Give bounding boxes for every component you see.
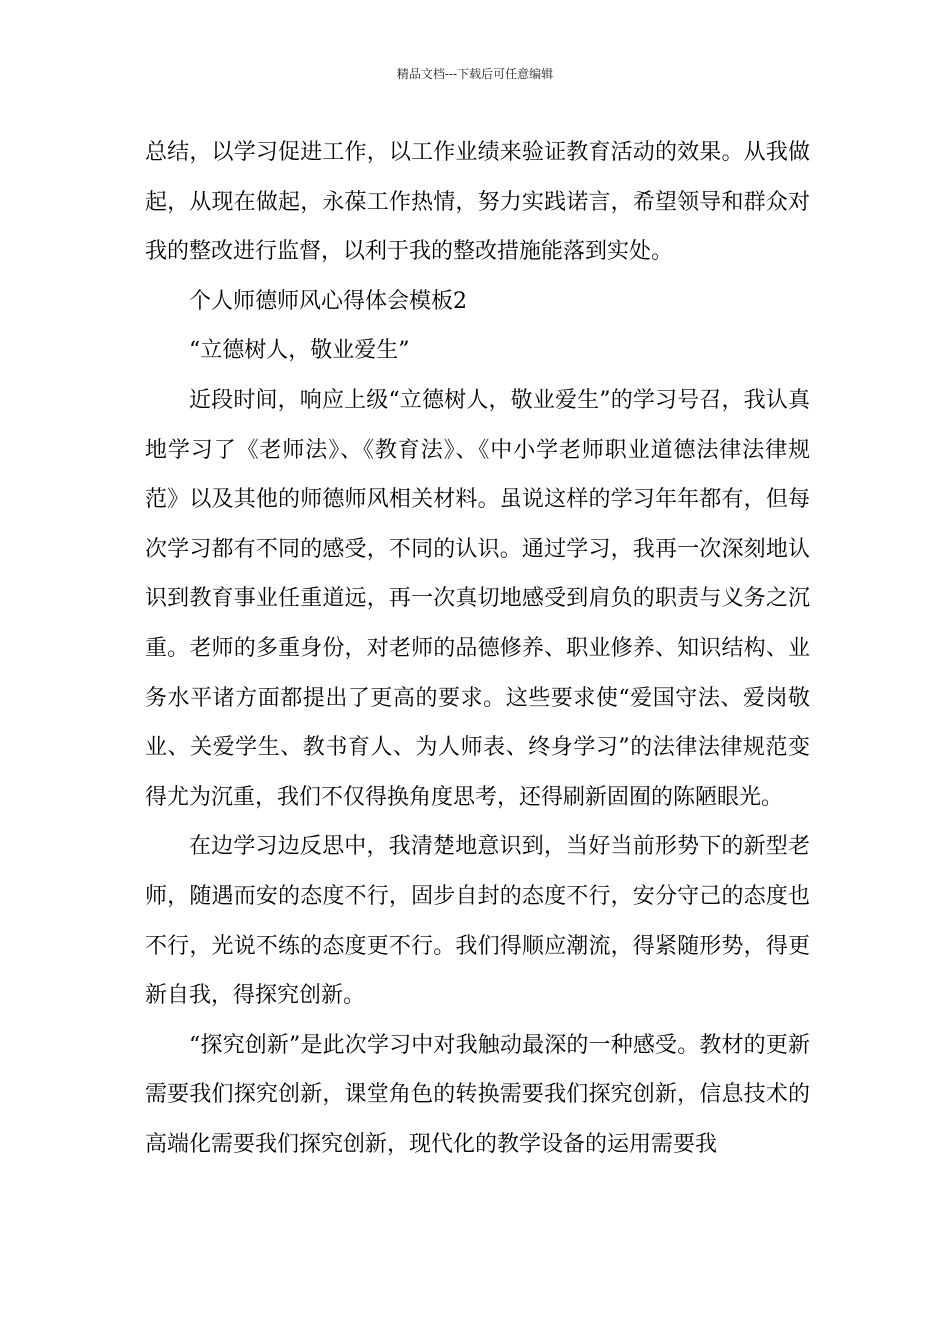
section-subtitle: “立德树人，敬业爱生” <box>189 338 410 364</box>
document-body <box>145 128 810 1169</box>
paragraph-reflection: 在边学习边反思中，我清楚地意识到，当好当前形势下的新型老师，随遇而安的态度不行，固步自封的态度不行，安分守己的态度也不行，光说不练的态度更不行。我们得顺应潮流，得紧随形势，得更新自我，得探究创新。 <box>145 834 810 1009</box>
section-title: 个人师德师风心得体会模板2 <box>189 288 467 314</box>
paragraph-continuation: 总结，以学习促进工作，以工作业绩来验证教育活动的效果。从我做起，从现在做起，永葆工作热情，努力实践诺言，希望领导和群众对我的整改进行监督，以利于我的整改措施能落到实处。 <box>145 140 810 265</box>
paragraph-innovation: “探究创新”是此次学习中对我触动最深的一种感受。教材的更新需要我们探究创新，课堂角色的转换需要我们探究创新，信息技术的高端化需要我们探究创新，现代化的教学设备的运用需要我 <box>145 1032 810 1157</box>
paragraph-study: 近段时间，响应上级“立德树人，敬业爱生”的学习号召，我认真地学习了《老师法》、《教育法》、《中小学老师职业道德法律法律规范》以及其他的师德师风相关材料。虽说这样的学习年年都有，但每次学习都有不同的感受，不同的认识。通过学习，我再一次深刻地认识到教育事业任重道远，再一次真切地感受到肩负的职责与义务之沉重。老师的多重身份，对老师的品德修养、职业修养、知识结构、业务水平诸方面都提出了更高的要求。这些要求使“爱国守法、爱岗敬业、关爱学生、教书育人、为人师表、终身学习”的法律法律规范变得尤为沉重，我们不仅得换角度思考，还得刷新固囿的陈陋眼光。 <box>145 387 810 810</box>
page-header: 精品文档---下载后可任意编辑 <box>396 67 554 81</box>
